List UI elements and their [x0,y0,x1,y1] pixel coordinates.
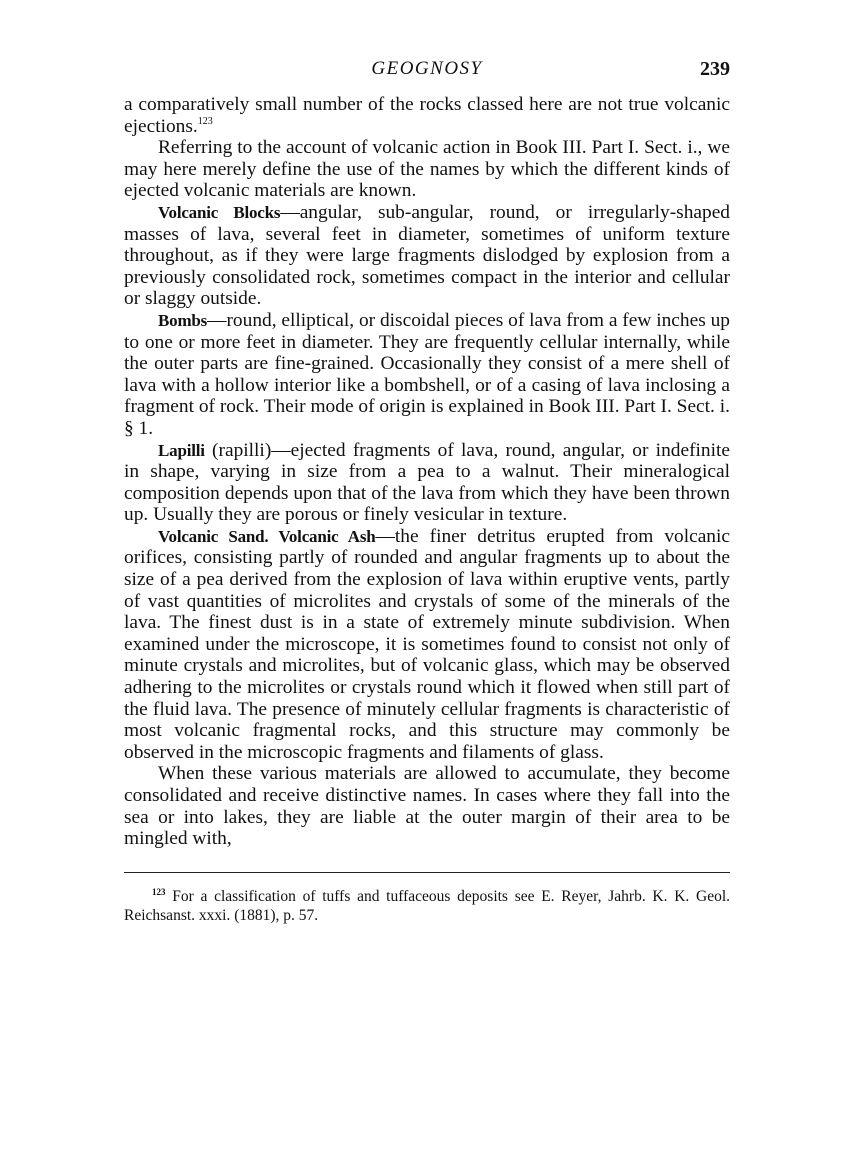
footnote-text: For a classification of tuffs and tuffaceous deposits see E. Reyer, Jahrb. K. K. Geol. Reichsanst. xxxi. (1881), p. 57. [124,887,731,924]
term-heading: Bombs [158,310,208,330]
body-text [124,94,730,850]
term-heading: Volcanic Sand. Volcanic Ash [158,526,376,546]
paragraph-text: When these various materials are allowed to accumulate, they become consolidated and receive distinctive names. In cases where they fall into the sea or into lakes, they are liable at the outer margin of their area to be mingled with, [124,763,730,850]
footnote-divider [124,872,730,873]
paragraph-text: (rapilli)—ejected fragments of lava, round, angular, or indefinite in shape, varying in size from a pea to a walnut. Their mineralogical composition depends upon that of the lava from which they have been thrown up. Usually they are porous or finely vesicular in texture. [124,439,730,526]
running-title: GEOGNOSY [371,58,483,79]
paragraph-text: —the finer detritus erupted from volcanic orifices, consisting partly of rounded and angular fragments up to about the size of a pea derived from the explosion of lava within eruptive vents, partly of vast quantities of microlites and crystals of some of the minerals of the lava. The finest dust is in a state of extremely minute subdivision. When examined under the microscope, it is sometimes found to consist not only of minute crystals and microlites, but of volcanic glass, which may be observed adhering to the microlites or crystals round which it flowed when still part of the fluid lava. The presence of minutely cellular fragments is characteristic of most volcanic fragmental rocks, and this structure may commonly be observed in the microscopic fragments and filaments of glass. [124,525,730,763]
paragraph-continuation [124,94,730,137]
paragraph-volcanic-blocks [124,202,730,310]
paragraph-lapilli [124,440,730,526]
paragraph-text: Referring to the account of volcanic action in Book III. Part I. Sect. i., we may here merely define the use of the names by which the different kinds of ejected volcanic materials are known. [124,137,730,202]
book-page [124,58,730,1098]
footnote-reference: 123 [197,115,213,127]
page-number: 239 [700,58,730,80]
term-heading: Volcanic Blocks [158,202,281,222]
term-heading: Lapilli [158,440,205,460]
paragraph-text: —angular, sub-angular, round, or irregularly-shaped masses of lava, several feet in diameter, sometimes of uniform texture throughout, as if they were large fragments dislodged by explosion from a previously consolidated rock, sometimes compact in the interior and cellular or slaggy outside. [124,201,730,310]
footnote-number: 123 [152,886,166,897]
paragraph-referring [124,137,730,202]
paragraph-bombs [124,310,730,440]
paragraph-accumulation [124,763,730,849]
footnote [124,887,730,925]
paragraph-text: —round, elliptical, or discoidal pieces of lava from a few inches up to one or more feet in diameter. They are frequently cellular internally, while the outer parts are fine-grained. Occasionally they consist of a mere shell of lava with a hollow interior like a bombshell, or of a casing of lava inclosing a fragment of rock. Their mode of origin is explained in Book III. Part I. Sect. i. § 1. [124,309,730,439]
paragraph-text: a comparatively small number of the rocks classed here are not true volcanic ejections. [124,94,730,137]
paragraph-volcanic-ash [124,526,730,764]
page-header [124,58,730,88]
